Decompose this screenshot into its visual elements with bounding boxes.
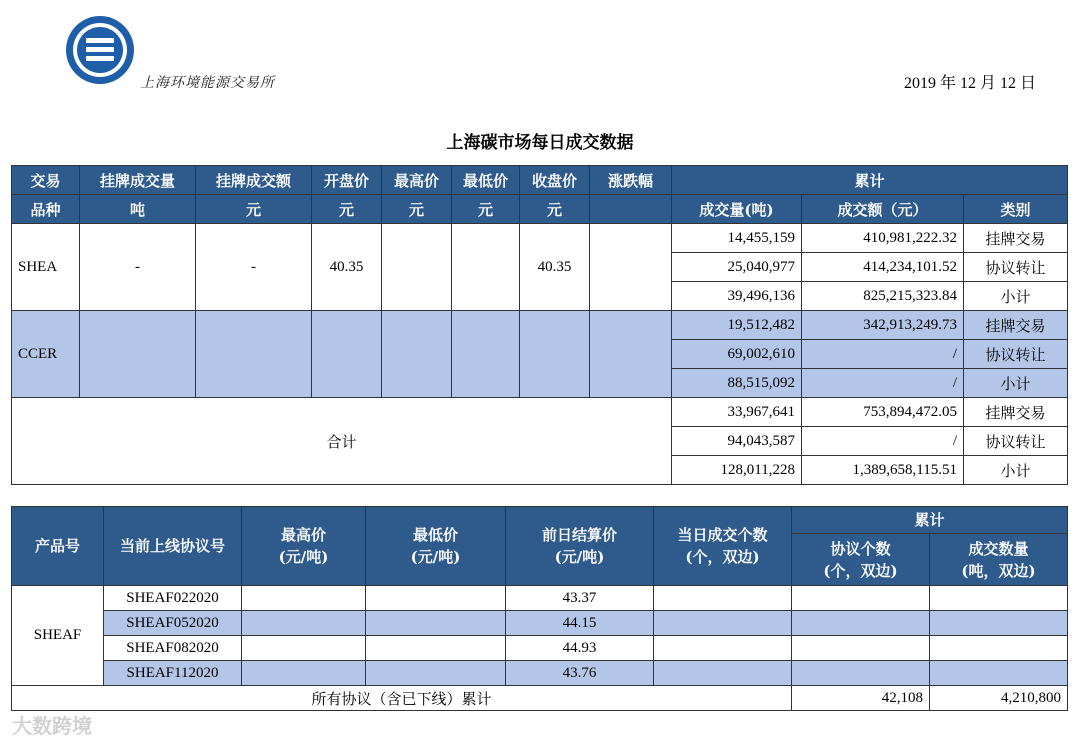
futures-contract-table bbox=[11, 506, 1068, 711]
cum-count bbox=[792, 636, 930, 661]
settle-price: 44.93 bbox=[506, 636, 654, 661]
cum-amount: 342,913,249.73 bbox=[802, 311, 964, 340]
contract-id: SHEAF082020 bbox=[104, 636, 242, 661]
unit-yuan: 元 bbox=[520, 195, 590, 224]
table-row bbox=[12, 586, 1068, 611]
cum-amount: 825,215,323.84 bbox=[802, 282, 964, 311]
low-price bbox=[366, 636, 506, 661]
listed-amount: - bbox=[196, 224, 312, 311]
category: 协议转让 bbox=[964, 340, 1068, 369]
daily-trading-table bbox=[11, 165, 1068, 485]
high-price bbox=[242, 661, 366, 686]
close-price: 40.35 bbox=[520, 224, 590, 311]
high-price bbox=[242, 636, 366, 661]
low-price bbox=[366, 661, 506, 686]
unit-yuan: 元 bbox=[452, 195, 520, 224]
settle-price: 44.15 bbox=[506, 611, 654, 636]
col-header-listed-amount: 挂牌成交额 bbox=[196, 166, 312, 195]
listed-volume bbox=[80, 311, 196, 398]
cum-volume: 69,002,610 bbox=[672, 340, 802, 369]
col-header-contract: 当前上线协议号 bbox=[104, 507, 242, 586]
table-row bbox=[12, 686, 1068, 711]
subheader-variety: 品种 bbox=[12, 195, 80, 224]
col-header-settle: 前日结算价 (元/吨) bbox=[506, 507, 654, 586]
cum-amount: 414,234,101.52 bbox=[802, 253, 964, 282]
change-pct bbox=[590, 224, 672, 311]
high-price bbox=[382, 311, 452, 398]
high-price bbox=[242, 611, 366, 636]
category: 挂牌交易 bbox=[964, 224, 1068, 253]
day-count bbox=[654, 611, 792, 636]
category: 挂牌交易 bbox=[964, 398, 1068, 427]
low-price bbox=[452, 224, 520, 311]
cum-count bbox=[792, 611, 930, 636]
watermark: 大数跨境 bbox=[12, 714, 92, 738]
unit-empty bbox=[590, 195, 672, 224]
col-header-change: 涨跌幅 bbox=[590, 166, 672, 195]
footer-label: 所有协议（含已下线）累计 bbox=[12, 686, 792, 711]
day-count bbox=[654, 661, 792, 686]
cum-volume: 128,011,228 bbox=[672, 456, 802, 485]
category: 协议转让 bbox=[964, 427, 1068, 456]
table-row bbox=[12, 398, 1068, 427]
col-header-low: 最低价 (元/吨) bbox=[366, 507, 506, 586]
low-price bbox=[366, 586, 506, 611]
col-header-product: 交易 bbox=[12, 166, 80, 195]
day-count bbox=[654, 636, 792, 661]
cum-amount: / bbox=[802, 369, 964, 398]
report-date: 2019 年 12 月 12 日 bbox=[903, 75, 1036, 92]
table-row bbox=[12, 636, 1068, 661]
cum-volume: 14,455,159 bbox=[672, 224, 802, 253]
col-header-contract-count: 协议个数 (个，双边) bbox=[792, 534, 930, 586]
col-header-cumulative: 累计 bbox=[792, 507, 1068, 534]
settle-price: 43.76 bbox=[506, 661, 654, 686]
product-name: SHEA bbox=[12, 224, 80, 311]
col-header-trade-qty: 成交数量 (吨，双边) bbox=[930, 534, 1068, 586]
unit-yuan: 元 bbox=[196, 195, 312, 224]
contract-id: SHEAF052020 bbox=[104, 611, 242, 636]
cum-volume: 25,040,977 bbox=[672, 253, 802, 282]
cum-count bbox=[792, 586, 930, 611]
col-header-category: 类别 bbox=[964, 195, 1068, 224]
cum-volume: 39,496,136 bbox=[672, 282, 802, 311]
listed-volume: - bbox=[80, 224, 196, 311]
listed-amount bbox=[196, 311, 312, 398]
product-code: SHEAF bbox=[12, 586, 104, 686]
col-header-product-code: 产品号 bbox=[12, 507, 104, 586]
exchange-logo bbox=[64, 14, 136, 86]
cum-volume: 88,515,092 bbox=[672, 369, 802, 398]
cum-qty bbox=[930, 636, 1068, 661]
high-price bbox=[242, 586, 366, 611]
logo-text: 上海环境能源交易所 bbox=[140, 75, 275, 91]
cum-amount: 753,894,472.05 bbox=[802, 398, 964, 427]
cum-amount: 1,389,658,115.51 bbox=[802, 456, 964, 485]
change-pct bbox=[590, 311, 672, 398]
col-header-cumulative: 累计 bbox=[672, 166, 1068, 195]
contract-id: SHEAF112020 bbox=[104, 661, 242, 686]
col-header-open: 开盘价 bbox=[312, 166, 382, 195]
col-header-high: 最高价 (元/吨) bbox=[242, 507, 366, 586]
category: 小计 bbox=[964, 369, 1068, 398]
table-row bbox=[12, 661, 1068, 686]
unit-ton: 吨 bbox=[80, 195, 196, 224]
page-title: 上海碳市场每日成交数据 bbox=[446, 133, 634, 153]
cum-volume: 33,967,641 bbox=[672, 398, 802, 427]
cum-qty bbox=[930, 611, 1068, 636]
contract-id: SHEAF022020 bbox=[104, 586, 242, 611]
table-row bbox=[12, 224, 1068, 253]
day-count bbox=[654, 586, 792, 611]
category: 小计 bbox=[964, 456, 1068, 485]
col-header-listed-volume: 挂牌成交量 bbox=[80, 166, 196, 195]
category: 小计 bbox=[964, 282, 1068, 311]
low-price bbox=[366, 611, 506, 636]
cum-qty bbox=[930, 661, 1068, 686]
col-header-high: 最高价 bbox=[382, 166, 452, 195]
low-price bbox=[452, 311, 520, 398]
table-row bbox=[12, 311, 1068, 340]
cum-volume: 94,043,587 bbox=[672, 427, 802, 456]
cum-qty bbox=[930, 586, 1068, 611]
category: 挂牌交易 bbox=[964, 311, 1068, 340]
total-label: 合计 bbox=[12, 398, 672, 485]
footer-count: 42,108 bbox=[792, 686, 930, 711]
category: 协议转让 bbox=[964, 253, 1068, 282]
settle-price: 43.37 bbox=[506, 586, 654, 611]
col-header-close: 收盘价 bbox=[520, 166, 590, 195]
table-row bbox=[12, 611, 1068, 636]
cum-count bbox=[792, 661, 930, 686]
unit-yuan: 元 bbox=[312, 195, 382, 224]
col-header-low: 最低价 bbox=[452, 166, 520, 195]
col-header-cum-amount: 成交额（元） bbox=[802, 195, 964, 224]
col-header-cum-volume: 成交量(吨) bbox=[672, 195, 802, 224]
open-price bbox=[312, 311, 382, 398]
cum-amount: 410,981,222.32 bbox=[802, 224, 964, 253]
unit-yuan: 元 bbox=[382, 195, 452, 224]
cum-volume: 19,512,482 bbox=[672, 311, 802, 340]
cum-amount: / bbox=[802, 427, 964, 456]
cum-amount: / bbox=[802, 340, 964, 369]
close-price bbox=[520, 311, 590, 398]
footer-qty: 4,210,800 bbox=[930, 686, 1068, 711]
col-header-day-count: 当日成交个数 (个，双边) bbox=[654, 507, 792, 586]
high-price bbox=[382, 224, 452, 311]
open-price: 40.35 bbox=[312, 224, 382, 311]
product-name: CCER bbox=[12, 311, 80, 398]
